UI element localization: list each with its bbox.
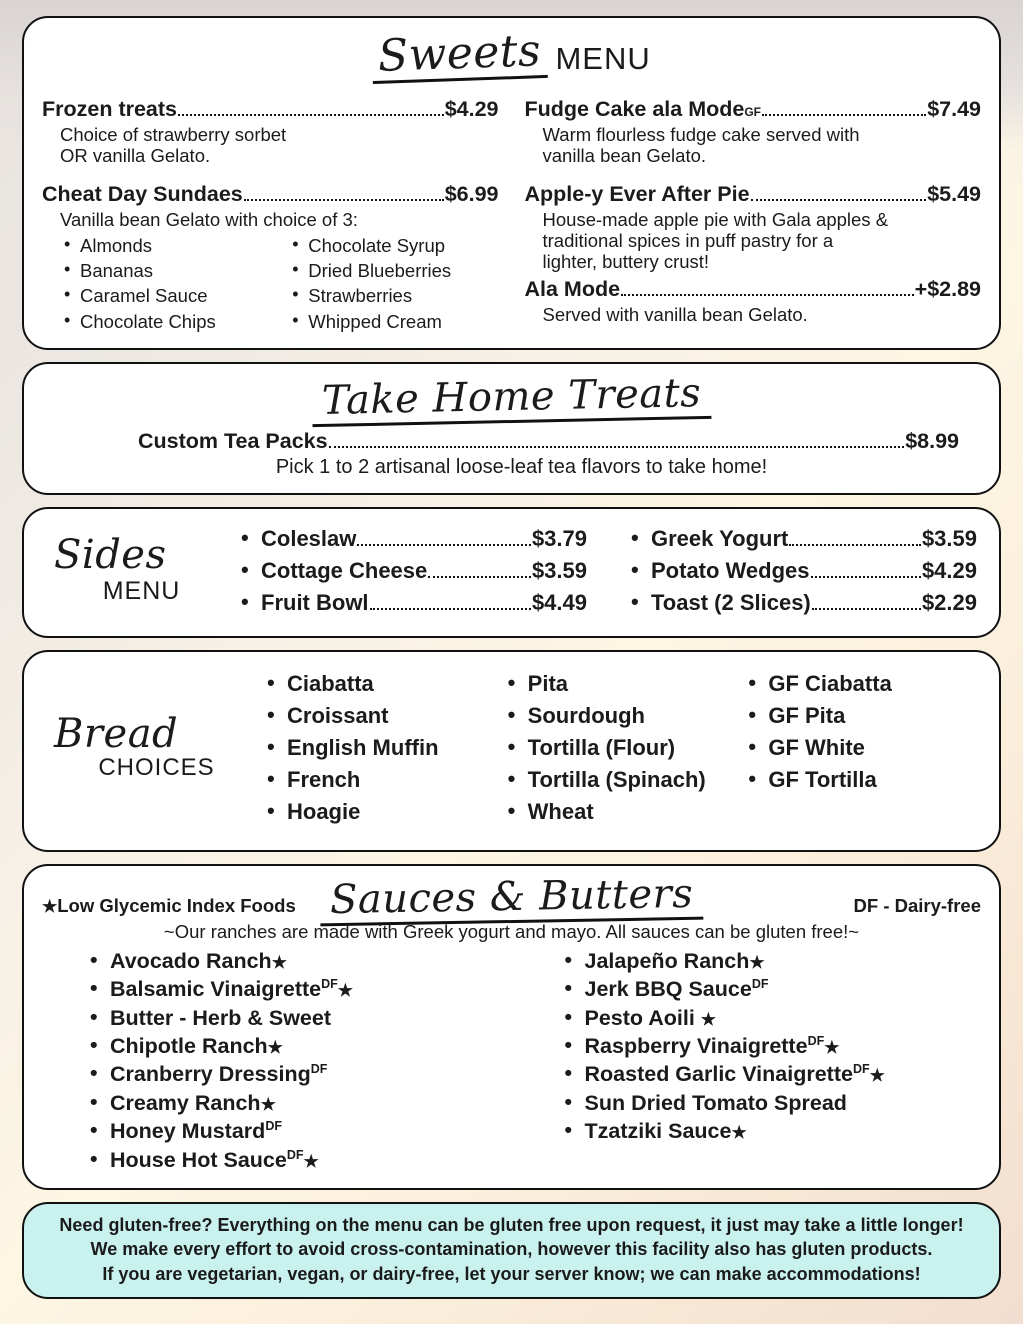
menu-item bbox=[42, 182, 499, 207]
list-item bbox=[629, 587, 977, 619]
sauces-section bbox=[22, 864, 1001, 1190]
list-item bbox=[88, 975, 507, 1003]
list-item: • English Muffin bbox=[265, 732, 496, 764]
item-description bbox=[543, 125, 982, 166]
toppings-column-2 bbox=[270, 233, 498, 334]
sauce-name: Sun Dried Tomato Spread bbox=[584, 1090, 847, 1115]
sauces-title: Sauces & Butters bbox=[319, 873, 703, 927]
dairy-free-marker: DF bbox=[751, 977, 769, 992]
allergen-footer bbox=[22, 1202, 1001, 1299]
item-price: $6.99 bbox=[444, 182, 499, 207]
item-price: $4.49 bbox=[531, 589, 587, 615]
sauce-name: Raspberry Vinaigrette bbox=[584, 1034, 808, 1059]
sauces-column-1 bbox=[42, 947, 507, 1174]
star-icon: ★ bbox=[271, 952, 287, 972]
sauce-name: Avocado Ranch bbox=[110, 948, 272, 973]
list-item bbox=[563, 1032, 982, 1060]
leader-dots bbox=[762, 114, 926, 116]
list-item: • GF Tortilla bbox=[746, 764, 977, 796]
list-item bbox=[629, 555, 977, 587]
item-description-line: traditional spices in puff pastry for a bbox=[542, 230, 834, 252]
item-description-line: lighter, buttery crust! bbox=[542, 250, 710, 272]
list-item: • Tortilla (Flour) bbox=[506, 732, 737, 764]
list-item: • GF Pita bbox=[746, 700, 977, 732]
star-icon: ★ bbox=[731, 1123, 747, 1143]
item-name: • Coleslaw bbox=[261, 525, 357, 551]
menu-item bbox=[525, 182, 982, 207]
list-item bbox=[563, 1060, 982, 1088]
item-price: $3.59 bbox=[531, 557, 587, 583]
star-icon: ★ bbox=[824, 1038, 840, 1058]
sweets-columns bbox=[42, 97, 981, 334]
sauce-name: Cranberry Dressing bbox=[110, 1062, 311, 1087]
list-item: • French bbox=[265, 764, 496, 796]
item-name: • Greek Yogurt bbox=[651, 525, 789, 551]
sides-title bbox=[54, 532, 229, 606]
list-item: • Caramel Sauce bbox=[64, 283, 270, 308]
item-price: $2.29 bbox=[921, 589, 977, 615]
sauce-name: Honey Mustard bbox=[110, 1119, 266, 1144]
take-home-title: Take Home Treats bbox=[311, 372, 711, 427]
list-item bbox=[239, 587, 587, 619]
sauce-name: Roasted Garlic Vinaigrette bbox=[584, 1062, 853, 1087]
list-item: • Bananas bbox=[64, 258, 270, 283]
bread-section bbox=[22, 650, 1001, 851]
list-item: • GF Ciabatta bbox=[746, 668, 977, 700]
sweets-right-column bbox=[525, 97, 982, 334]
item-description-line: vanilla bean Gelato. bbox=[542, 144, 707, 166]
sweets-title-script: Sweets bbox=[371, 29, 548, 84]
sauces-columns bbox=[42, 947, 981, 1174]
low-glycemic-label: Low Glycemic Index Foods bbox=[57, 894, 296, 916]
list-item bbox=[563, 1089, 982, 1117]
bread-column-2 bbox=[506, 668, 737, 827]
item-price: $3.59 bbox=[921, 525, 977, 551]
toppings-column-1 bbox=[42, 233, 270, 334]
list-item bbox=[563, 947, 982, 975]
item-name: Cheat Day Sundaes bbox=[42, 182, 243, 207]
list-item bbox=[88, 1089, 507, 1117]
sauce-name: Tzatziki Sauce bbox=[584, 1119, 732, 1144]
list-item: • Chocolate Chips bbox=[64, 309, 270, 334]
list-item: • Tortilla (Spinach) bbox=[506, 764, 737, 796]
sides-column-1 bbox=[239, 523, 587, 619]
leader-dots bbox=[370, 608, 531, 610]
sauce-name: Creamy Ranch bbox=[110, 1090, 261, 1115]
list-item: • Strawberries bbox=[292, 283, 498, 308]
item-price: $3.79 bbox=[531, 525, 587, 551]
bread-title-script: Bread bbox=[54, 711, 179, 758]
sides-column-2 bbox=[629, 523, 977, 619]
item-name: • Fruit Bowl bbox=[261, 589, 369, 615]
item-name: Fudge Cake ala Mode bbox=[524, 97, 745, 121]
star-icon: ★ bbox=[749, 952, 765, 972]
sides-title-menu: MENU bbox=[102, 577, 181, 606]
low-glycemic-legend bbox=[42, 895, 296, 917]
item-price: $5.49 bbox=[927, 182, 981, 207]
sauce-name: Butter - Herb & Sweet bbox=[110, 1005, 332, 1030]
sides-title-script: Sides bbox=[54, 532, 167, 579]
item-price: +$2.89 bbox=[914, 276, 981, 301]
sundae-toppings bbox=[42, 231, 499, 334]
list-item: • Dried Blueberries bbox=[292, 258, 498, 283]
sauce-name: Jerk BBQ Sauce bbox=[584, 977, 752, 1002]
item-description-line: Warm flourless fudge cake served with bbox=[542, 124, 860, 145]
star-icon: ★ bbox=[337, 981, 354, 1001]
item-name: Apple-y Ever After Pie bbox=[524, 182, 750, 207]
take-home-subtitle: Pick 1 to 2 artisanal loose-leaf tea flavors to take home! bbox=[275, 455, 768, 478]
take-home-treats-section bbox=[22, 362, 1001, 495]
sides-section bbox=[22, 507, 1001, 639]
item-price: $7.49 bbox=[927, 97, 981, 121]
leader-dots bbox=[812, 608, 921, 610]
dairy-free-marker: DF bbox=[286, 1147, 304, 1162]
item-description-line: Choice of strawberry sorbet bbox=[60, 124, 287, 145]
leader-dots bbox=[751, 199, 927, 201]
menu-item bbox=[42, 429, 981, 454]
leader-dots bbox=[789, 544, 921, 546]
menu-item bbox=[525, 97, 982, 122]
sweets-left-column bbox=[42, 97, 499, 334]
star-icon: ★ bbox=[42, 896, 58, 916]
item-description: Served with vanilla bean Gelato. bbox=[542, 303, 808, 325]
leader-dots bbox=[244, 199, 444, 201]
star-icon: ★ bbox=[260, 1094, 276, 1114]
list-item: • Croissant bbox=[265, 700, 496, 732]
leader-dots bbox=[178, 114, 444, 116]
list-item: • Whipped Cream bbox=[292, 309, 498, 334]
item-description-line: House-made apple pie with Gala apples & bbox=[542, 209, 889, 231]
list-item: • Almonds bbox=[64, 233, 270, 258]
gluten-free-marker: GF bbox=[744, 105, 762, 119]
item-name: • Toast (2 Slices) bbox=[651, 589, 811, 615]
dairy-free-marker: DF bbox=[852, 1062, 870, 1077]
item-description bbox=[60, 125, 499, 166]
menu-item bbox=[525, 277, 982, 302]
footer-line: We make every effort to avoid cross-contamination, however this facility also has gluten products. bbox=[90, 1239, 933, 1260]
item-description bbox=[543, 210, 982, 272]
list-item bbox=[88, 1146, 507, 1174]
sauce-name: Jalapeño Ranch bbox=[584, 948, 750, 973]
star-icon: ★ bbox=[303, 1151, 319, 1171]
bread-columns bbox=[265, 668, 977, 827]
list-item bbox=[88, 1032, 507, 1060]
sides-body bbox=[42, 519, 981, 623]
menu-item bbox=[42, 97, 499, 122]
item-price: $4.29 bbox=[921, 557, 977, 583]
bread-column-3 bbox=[746, 668, 977, 827]
list-item: • Wheat bbox=[506, 796, 737, 828]
item-price: $8.99 bbox=[905, 428, 959, 453]
sweets-header bbox=[42, 25, 981, 82]
footer-line: Need gluten-free? Everything on the menu can be gluten free upon request, it just may take a little longer! bbox=[59, 1214, 964, 1235]
list-item: • Ciabatta bbox=[265, 668, 496, 700]
sides-columns bbox=[239, 523, 977, 619]
star-icon: ★ bbox=[267, 1038, 283, 1058]
list-item bbox=[239, 523, 587, 555]
item-description-line: OR vanilla Gelato. bbox=[60, 144, 211, 166]
sauce-name: Chipotle Ranch bbox=[110, 1034, 268, 1059]
item-name: Ala Mode bbox=[524, 276, 621, 301]
list-item bbox=[563, 975, 982, 1003]
list-item: • Sourdough bbox=[506, 700, 737, 732]
bread-body bbox=[42, 662, 981, 835]
list-item: • Pita bbox=[506, 668, 737, 700]
list-item bbox=[88, 1004, 507, 1032]
item-name: Frozen treats bbox=[42, 97, 178, 121]
leader-dots bbox=[329, 446, 905, 448]
leader-dots bbox=[811, 576, 921, 578]
leader-dots bbox=[621, 294, 914, 296]
list-item: • Hoagie bbox=[265, 796, 496, 828]
sauce-name: Balsamic Vinaigrette bbox=[110, 977, 322, 1002]
sauce-name: House Hot Sauce bbox=[110, 1147, 287, 1172]
sauces-column-2 bbox=[517, 947, 982, 1174]
bread-column-1 bbox=[265, 668, 496, 827]
item-name: • Potato Wedges bbox=[651, 557, 810, 583]
list-item bbox=[88, 1060, 507, 1088]
sweets-section bbox=[22, 16, 1001, 350]
dairy-free-marker: DF bbox=[321, 977, 338, 992]
sauces-note: ~Our ranches are made with Greek yogurt and mayo. All sauces can be gluten free!~ bbox=[163, 920, 860, 942]
item-name: Custom Tea Packs bbox=[138, 428, 328, 453]
sweets-title-menu: MENU bbox=[555, 41, 651, 76]
list-item bbox=[88, 947, 507, 975]
star-icon: ★ bbox=[869, 1066, 885, 1086]
item-description: Vanilla bean Gelato with choice of 3: bbox=[60, 209, 358, 231]
list-item: • Chocolate Syrup bbox=[292, 233, 498, 258]
take-home-header bbox=[42, 369, 981, 424]
bread-title-sub: CHOICES bbox=[98, 754, 215, 782]
list-item bbox=[563, 1004, 982, 1032]
footer-line: If you are vegetarian, vegan, or dairy-free, let your server know; we can make accommodations! bbox=[102, 1263, 921, 1284]
dairy-free-marker: DF bbox=[310, 1062, 328, 1077]
list-item bbox=[239, 555, 587, 587]
star-icon: ★ bbox=[700, 1009, 717, 1029]
bread-title bbox=[54, 711, 259, 782]
item-name: • Cottage Cheese bbox=[261, 557, 428, 583]
list-item bbox=[563, 1117, 982, 1145]
list-item bbox=[629, 523, 977, 555]
item-price: $4.29 bbox=[444, 97, 499, 121]
sauce-name: Pesto Aoili bbox=[584, 1005, 701, 1030]
dairy-free-legend: DF - Dairy-free bbox=[853, 894, 981, 916]
list-item bbox=[88, 1117, 507, 1145]
dairy-free-marker: DF bbox=[807, 1033, 825, 1048]
leader-dots bbox=[357, 544, 531, 546]
list-item: • GF White bbox=[746, 732, 977, 764]
leader-dots bbox=[428, 576, 531, 578]
dairy-free-marker: DF bbox=[265, 1119, 282, 1133]
